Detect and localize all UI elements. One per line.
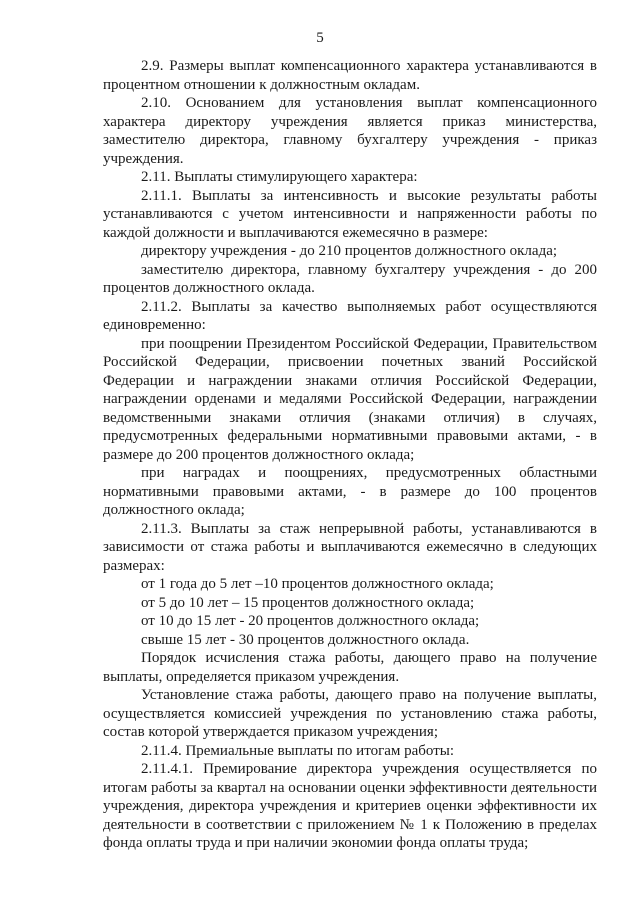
- paragraph-2-9: 2.9. Размеры выплат компенсационного характера устанавливаются в процентном отношении к должностным окладам.: [103, 58, 597, 93]
- paragraph-2-10: 2.10. Основанием для установления выплат компенсационного характера директору учреждения является приказ министерства, заместителю директора, главному бухгалтеру учреждения - приказ учреждения.: [103, 95, 597, 167]
- paragraph-2-11: 2.11. Выплаты стимулирующего характера:: [141, 169, 418, 185]
- paragraph-tenure-commission: Установление стажа работы, дающего право на получение выплаты, осуществляется комиссией учреждения по установлению стажа работы, состав которой утверждается приказом учреждения;: [103, 687, 597, 740]
- paragraph-2-11-4-1: 2.11.4.1. Премирование директора учреждения осуществляется по итогам работы за квартал на основании оценки эффективности деятельности учреждения, директора учреждения и критериев оценки эффективности их деятельности в соответствии с приложением № 1 к Положению в пределах фонда оплаты труда и при наличии экономии фонда оплаты труда;: [103, 761, 597, 851]
- paragraph-2-11-1: 2.11.1. Выплаты за интенсивность и высокие результаты работы устанавливаются с учетом интенсивности и напряженности работы по каждой должности и выплачиваются ежемесячно в размере:: [103, 187, 597, 241]
- paragraph-tenure-10-15: от 10 до 15 лет - 20 процентов должностного оклада;: [141, 613, 480, 629]
- paragraph-tenure-5-10: от 5 до 10 лет – 15 процентов должностного оклада;: [141, 594, 475, 611]
- paragraph-federal-awards: при поощрении Президентом Российской Федерации, Правительством Российской Федерации, присвоении почетных званий Российской Федерации и награждении знаками отличия Российской Федерации, награждении орденами и медалями Российской Федерации, награждении ведомственными знаками отличия (знаками отличия) в случаях, предусмотренных федеральными нормативными правовыми актами, - в размере до 200 процентов должностного оклада;: [103, 335, 597, 463]
- paragraph-deputy-intensity: заместителю директора, главному бухгалтеру учреждения - до 200 процентов должностного оклада.: [103, 261, 597, 296]
- paragraph-tenure-1-5: от 1 года до 5 лет –10 процентов должностного оклада;: [141, 576, 494, 592]
- paragraph-tenure-calculation: Порядок исчисления стажа работы, дающего право на получение выплаты, определяется приказом учреждения.: [103, 650, 597, 685]
- paragraph-2-11-4: 2.11.4. Премиальные выплаты по итогам работы:: [141, 742, 455, 759]
- paragraph-director-intensity: директору учреждения - до 210 процентов должностного оклада;: [141, 243, 558, 259]
- paragraph-tenure-over-15: свыше 15 лет - 30 процентов должностного оклада.: [141, 631, 470, 648]
- page-number: 5: [316, 30, 324, 46]
- paragraph-2-11-2: 2.11.2. Выплаты за качество выполняемых работ осуществляются единовременно:: [103, 298, 597, 333]
- paragraph-2-11-3: 2.11.3. Выплаты за стаж непрерывной работы, устанавливаются в зависимости от стажа работы и выплачиваются ежемесячно в следующих размерах:: [103, 520, 597, 574]
- document-body: [103, 57, 597, 853]
- paragraph-regional-awards: при наградах и поощрениях, предусмотренных областными нормативными правовыми актами, - в размере до 100 процентов должностного оклада;: [103, 465, 597, 518]
